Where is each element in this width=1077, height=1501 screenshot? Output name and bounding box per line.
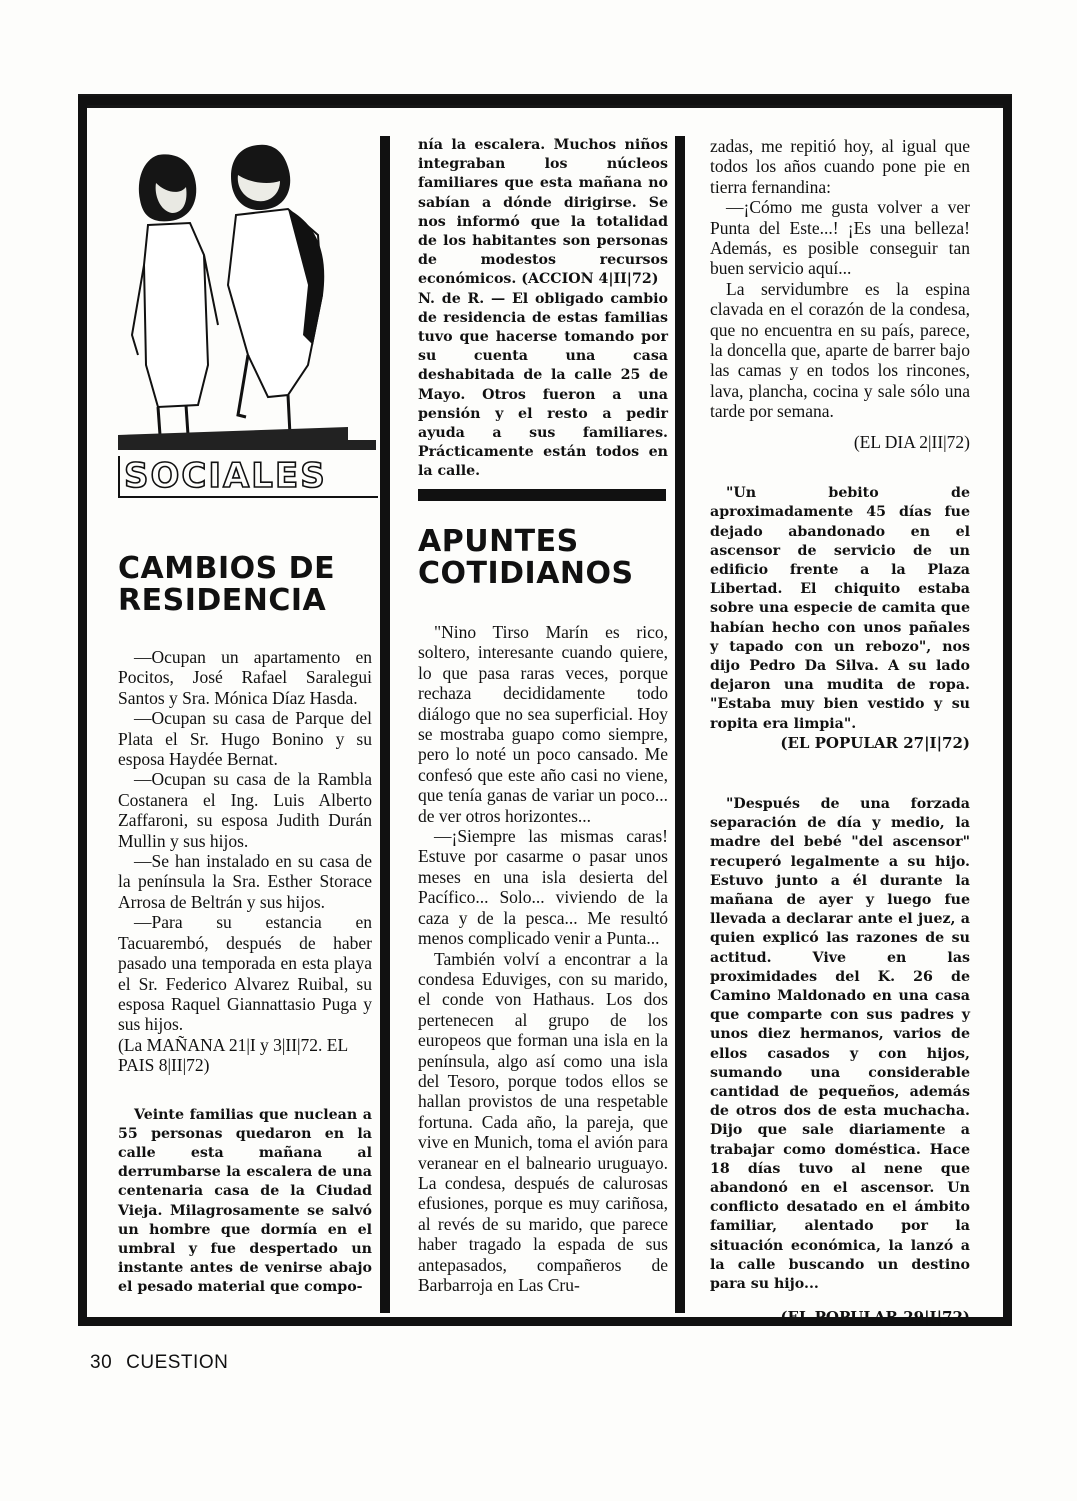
news-clip-bebito: "Un bebito de aproximadamente 45 días fue dejado abandonado en el ascensor de servicio de un edificio frente a la Plaza Libertad. El chiquito estaba sobre una especie de camita que habían hecho con unos pañales y tapado con un rebozo", nos dijo Pedro Da Silva. A su lado dejaron una mudita de ropa. "Estaba muy bien vestido y su ropita era limpia".	[710, 485, 970, 732]
column-rule	[675, 136, 685, 1313]
source-citation: (EL POPULAR 27|I|72)	[780, 733, 970, 752]
social-notes	[118, 647, 372, 1076]
quote-paragraph: —¡Cómo me gusta volver a ver Punta del Este...! ¡Es una belleza! Además, es posible conseguir tan buen servicio aquí...	[710, 197, 970, 279]
news-clip-derrumbe: Veinte familias que nuclean a 55 personas quedaron en la calle esta mañana al derrumbarse la escalera de una centenaria casa de la Ciudad Vieja. Milagrosamente se salvó un hombre que dormía en el umbral y fue despertado un instante antes de venirse abajo el pesado material que compo-	[118, 1106, 372, 1296]
section-divider	[418, 489, 666, 501]
column-2	[418, 136, 668, 482]
magazine-name: CUESTION	[126, 1352, 229, 1373]
social-note: —Ocupan su casa de la Rambla Costanera el Ing. Luis Alberto Zaffaroni, su esposa Judith Durán Mullin y sus hijos.	[118, 769, 372, 851]
news-clip-continued: nía la escalera. Muchos niños integraban los núcleos familiares que esta mañana no sabían a dónde dirigirse. Se nos informó que la totalidad de los habitantes son personas de modestos recursos económicos. (ACCION 4|II|72)	[418, 137, 668, 288]
social-note: —Ocupan un apartamento en Pocitos, José Rafael Saralegui Santos y Sra. Mónica Díaz Hasda.	[118, 647, 372, 708]
column-rule	[380, 136, 390, 1313]
column-1	[118, 553, 372, 1298]
article-title-cambios: CAMBIOS DE RESIDENCIA	[118, 551, 336, 618]
body-paragraph: —¡Siempre las mismas caras! Estuve por casarme o pasar unos meses en una isla desierta del Pacífico... Solo... viviendo de la caza y de la pesca... Me resultó menos complicado venir a Punta...	[418, 826, 668, 949]
editor-note: N. de R. — El obligado cambio de residencia de estas familias tuvo que hacerse tomando por su cuenta una casa deshabitada de la calle 25 de Mayo. Otros fueron a una pensión y el resto a pedir ayuda a sus familiares. Prácticamente están todos en la calle.	[418, 290, 668, 480]
apuntes-continued	[710, 136, 970, 452]
article-title-apuntes: APUNTES COTIDIANOS	[418, 524, 634, 591]
news-clip-separacion: "Después de una forzada separación de día y medio, la madre del bebé "del ascensor" recuperó legalmente a su hijo. Estuvo junto a él durante la mañana de ayer y luego fue llevada a declarar ante el juez, a quien explicó las razones de su actitud. Vive en las proximidades del K. 26 de Camino Maldonado en una casa que comparte con sus padres y unos diez hermanos, varios de ellos casados y con hijos, sumando una considerable cantidad de pequeños, además de otros dos de esta muchacha. Dijo que sale diariamente a trabajar como doméstica. Hace 18 días tuvo al nene que abandonó en el ascensor. Un conflicto desatado en el ámbito familiar, alentado por la situación económica, la lanzó a la calle buscando un destino para su hijo...	[710, 795, 970, 1293]
source-citation: (EL DIA 2|II|72)	[853, 431, 970, 452]
body-paragraph: "Nino Tirso Marín es rico, soltero, interesante cuando quiere, lo que pasa raras veces, porque rechaza decididamente todo diálogo que no sea superficial. Hoy se mostraba guapo como siempre, pero lo noté un poco cansado. Me confesó que este año casi no viene, que tenía ganas de variar un poco... de ver otros horizontes...	[418, 622, 668, 826]
social-note: —Ocupan su casa de Parque del Plata el Sr. Hugo Bonino y su esposa Haydée Bernat.	[118, 708, 372, 770]
section-header	[118, 456, 378, 498]
section-title: SOCIALES	[124, 456, 327, 496]
page-number: 30	[90, 1352, 113, 1373]
column-2-lower	[418, 526, 668, 1295]
column-3	[710, 136, 970, 1327]
children-photo	[118, 135, 348, 445]
apuntes-body	[418, 622, 668, 1295]
body-paragraph: También volví a encontrar a la condesa Eduviges, con su marido, el conde von Hathaus. Los dos pertenecen al grupo de los europeos que forman una isla en la península, algo así como una isla del Tesoro, porque todos ellos se hallan provistos de una respetable fortuna. Cada año, la pareja, que vive en Munich, toma el avión para veranear en el balneario uruguayo. La condesa, después de calurosas efusiones, porque es muy cariñosa, al revés de su marido, que parece haber tragado la espada de sus antepasados, compañeros de Barbarroja en Las Cru-	[418, 948, 668, 1295]
body-paragraph: La servidumbre es la espina clavada en el corazón de la condesa, que no encuentra en su país, parece, la doncella que, aparte de barrer bajo las camas y en todos los rincones, lava, plancha, cocina y sale sólo una tarde por semana.	[710, 278, 970, 422]
body-paragraph: zadas, me repitió hoy, al igual que todos los años cuando pone pie en tierra fernandina:	[710, 136, 970, 197]
page-footer	[90, 1352, 242, 1374]
source-citation: (EL POPULAR 29|I|72)	[780, 1308, 970, 1327]
section-bar	[118, 440, 376, 450]
source-citation: (La MAÑANA 21|I y 3|II|72. EL PAIS 8|II|72)	[118, 1034, 348, 1076]
social-note: —Se han instalado en su casa de la península la Sra. Esther Storace Arrosa de Beltrán y sus hijos.	[118, 851, 372, 912]
social-note: —Para su estancia en Tacuarembó, después de haber pasado una temporada en esta playa el Sr. Federico Alvarez Ruibal, su esposa Raquel Giannattasio Puga y sus hijos.	[118, 912, 372, 1035]
